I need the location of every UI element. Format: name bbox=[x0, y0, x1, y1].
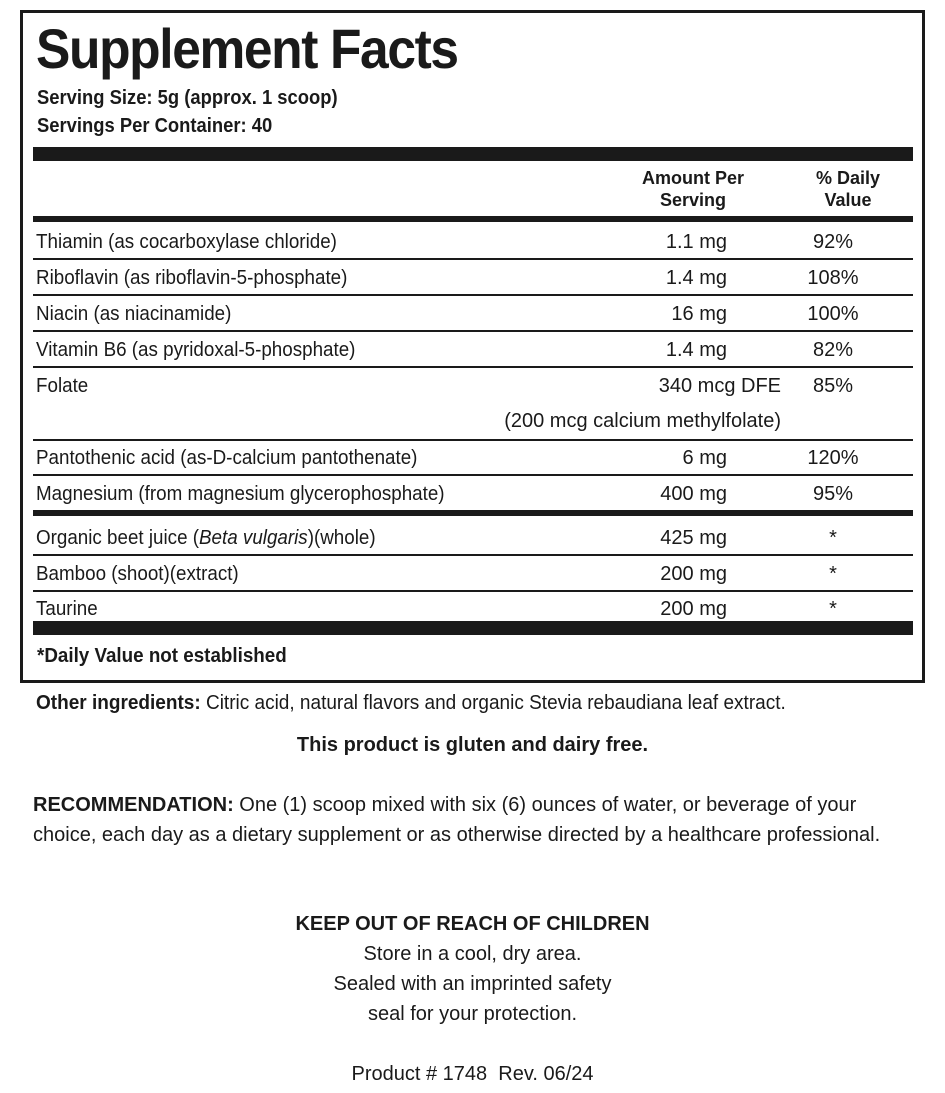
nutrient-daily-value: 92% bbox=[812, 231, 854, 253]
daily-value-footnote: *Daily Value not established bbox=[37, 645, 287, 667]
row-divider bbox=[33, 474, 913, 476]
seal-line-1: Sealed with an imprinted safety bbox=[333, 973, 612, 995]
nutrient-daily-value: 120% bbox=[807, 447, 859, 469]
recommendation-text: One (1) scoop mixed with six (6) ounces of water, or beverage of your choice, each day as a dietary supplement or as otherwise directed by a healthcare professional. bbox=[33, 794, 881, 846]
nutrient-amount: 1.4 mg bbox=[665, 339, 727, 361]
nutrient-amount: 1.4 mg bbox=[665, 267, 727, 289]
nutrient-name: Thiamin (as cocarboxylase chloride) bbox=[36, 231, 337, 253]
nutrient-row bbox=[33, 369, 913, 441]
thick-divider-top bbox=[33, 147, 913, 161]
nutrient-row bbox=[33, 225, 913, 260]
nutrient-name: Bamboo (shoot)(extract) bbox=[36, 563, 239, 585]
nutrient-name: Pantothenic acid (as-D-calcium pantothenate) bbox=[36, 447, 418, 469]
nutrient-daily-value: * bbox=[829, 563, 837, 585]
nutrient-name bbox=[36, 526, 376, 550]
nutrient-row bbox=[33, 441, 913, 476]
nutrient-daily-value: * bbox=[829, 527, 837, 549]
other-ingredients-label: Other ingredients: bbox=[36, 692, 201, 714]
nutrient-row bbox=[33, 477, 913, 512]
header-amount-per-serving: Amount Per Serving bbox=[641, 168, 744, 210]
nutrient-name-suffix: )(whole) bbox=[307, 527, 376, 549]
nutrient-name: Folate bbox=[36, 375, 89, 397]
row-divider bbox=[33, 510, 913, 516]
panel-title: Supplement Facts bbox=[36, 17, 458, 80]
nutrient-amount: 6 mg bbox=[682, 447, 727, 469]
nutrient-daily-value: 100% bbox=[807, 303, 859, 325]
nutrient-row bbox=[33, 261, 913, 296]
row-divider bbox=[33, 258, 913, 260]
nutrient-daily-value: 85% bbox=[812, 375, 854, 397]
nutrient-row bbox=[33, 521, 913, 556]
nutrient-name: Riboflavin (as riboflavin-5-phosphate) bbox=[36, 267, 348, 289]
nutrient-daily-value: 108% bbox=[807, 267, 859, 289]
nutrient-name: Niacin (as niacinamide) bbox=[36, 303, 232, 325]
nutrient-name-italic: Beta vulgaris bbox=[199, 527, 308, 549]
recommendation-label: RECOMMENDATION: bbox=[33, 794, 234, 816]
supplement-facts-panel bbox=[20, 10, 925, 683]
gluten-dairy-free-statement: This product is gluten and dairy free. bbox=[296, 734, 649, 756]
nutrient-amount: 16 mg bbox=[671, 303, 727, 325]
nutrient-name: Magnesium (from magnesium glycerophosphate) bbox=[36, 483, 445, 505]
nutrient-row bbox=[33, 333, 913, 368]
recommendation bbox=[33, 790, 913, 850]
nutrient-daily-value: * bbox=[829, 598, 837, 620]
nutrient-daily-value: 95% bbox=[812, 483, 854, 505]
row-divider bbox=[33, 554, 913, 556]
nutrient-name-prefix: Organic beet juice ( bbox=[36, 527, 200, 549]
row-divider bbox=[33, 294, 913, 296]
nutrient-amount: 200 mg bbox=[660, 598, 727, 620]
nutrient-name: Vitamin B6 (as pyridoxal-5-phosphate) bbox=[36, 339, 356, 361]
nutrient-amount: 1.1 mg bbox=[665, 231, 727, 253]
nutrient-row bbox=[33, 297, 913, 332]
nutrient-amount: 425 mg bbox=[660, 527, 727, 549]
seal-line-2: seal for your protection. bbox=[368, 1003, 577, 1025]
storage-line: Store in a cool, dry area. bbox=[363, 943, 582, 965]
nutrient-subnote: (200 mcg calcium methylfolate) bbox=[504, 410, 781, 432]
nutrient-name: Taurine bbox=[36, 598, 98, 620]
header-divider bbox=[33, 216, 913, 222]
product-revision: Product # 1748 Rev. 06/24 bbox=[351, 1063, 594, 1085]
row-divider bbox=[33, 366, 913, 368]
warning-heading: KEEP OUT OF REACH OF CHILDREN bbox=[295, 913, 650, 935]
nutrient-amount: 200 mg bbox=[660, 563, 727, 585]
row-divider bbox=[33, 330, 913, 332]
nutrient-row bbox=[33, 557, 913, 592]
nutrient-amount: 340 mcg DFE bbox=[658, 375, 781, 397]
thick-divider-bottom bbox=[33, 621, 913, 635]
nutrient-daily-value: 82% bbox=[812, 339, 854, 361]
servings-per-container: Servings Per Container: 40 bbox=[37, 115, 273, 137]
nutrient-amount: 400 mg bbox=[660, 483, 727, 505]
serving-size: Serving Size: 5g (approx. 1 scoop) bbox=[37, 87, 338, 109]
header-daily-value: % Daily Value bbox=[815, 168, 881, 210]
other-ingredients-text: Citric acid, natural flavors and organic Stevia rebaudiana leaf extract. bbox=[200, 692, 786, 714]
other-ingredients bbox=[36, 688, 872, 718]
